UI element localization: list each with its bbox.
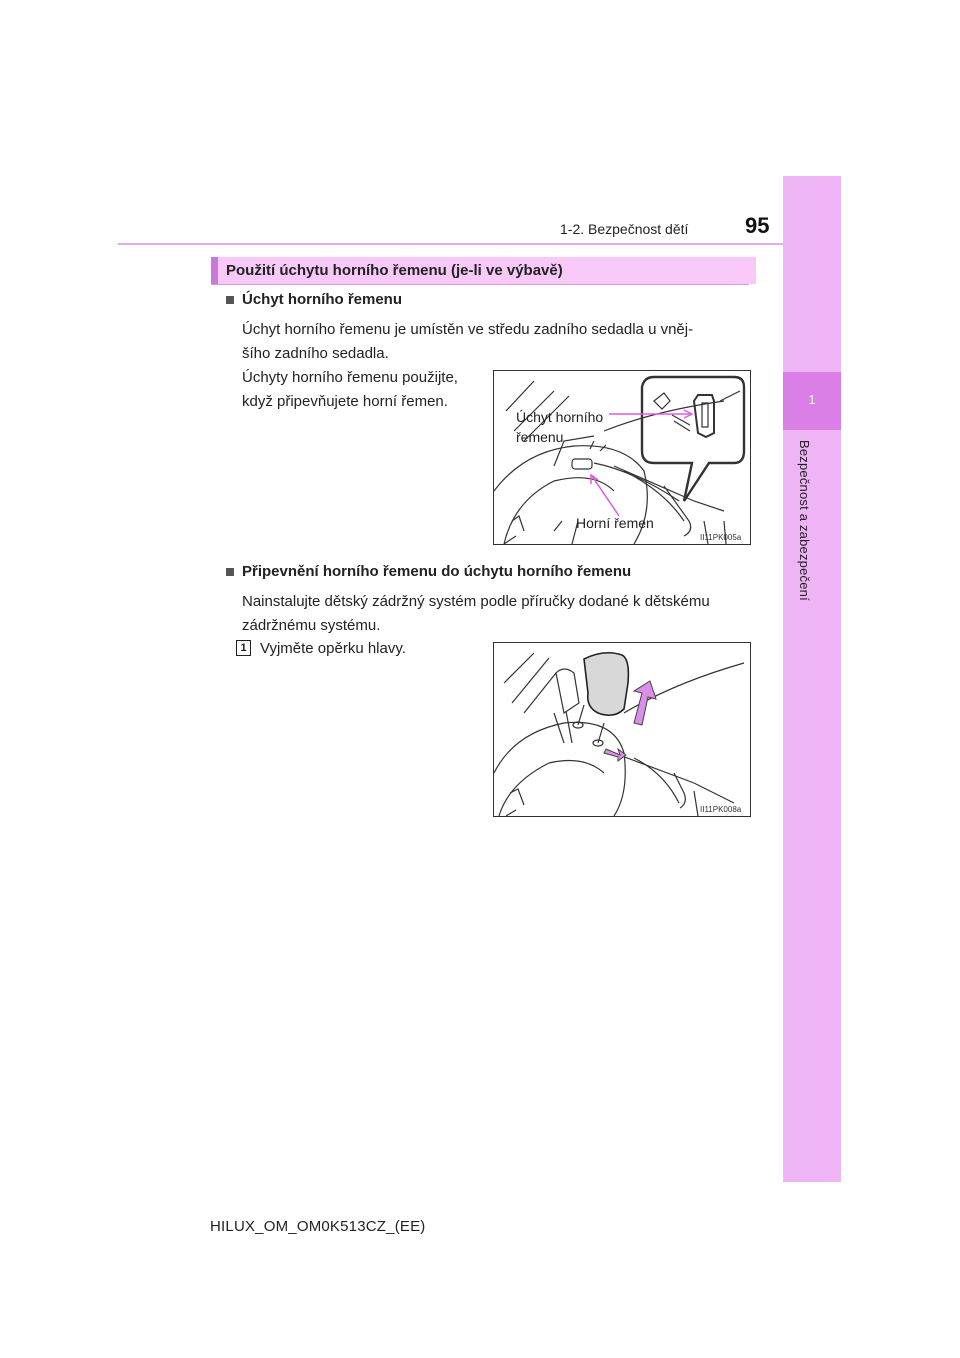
subheading-tether-anchor: Úchyt horního řemenu — [242, 291, 403, 308]
figure-code: II11PK005a — [700, 533, 742, 542]
paragraph-line: Úchyty horního řemenu použijte, — [242, 369, 458, 386]
subheading-attach-strap: Připevnění horního řemenu do úchytu horního řemenu — [242, 563, 632, 580]
step-text: Vyjměte opěrku hlavy. — [260, 640, 406, 657]
paragraph-line: zádržnému systému. — [242, 617, 381, 634]
figure-code: II11PK008a — [700, 805, 742, 814]
headrest-illustration — [494, 643, 750, 816]
paragraph-line: Nainstalujte dětský zádržný systém podle příručky dodané k dětskému — [242, 593, 710, 610]
step-number-box: 1 — [236, 640, 251, 656]
paragraph-line: šího zadního sedadla. — [242, 345, 389, 362]
section-title: Použití úchytu horního řemenu (je-li ve výbavě) — [226, 262, 563, 279]
bullet-square-icon — [226, 296, 234, 304]
header-divider — [118, 243, 783, 245]
chapter-number: 1 — [808, 392, 816, 407]
callout-anchor-label: Úchyt horního — [516, 409, 604, 425]
document-code-footer: HILUX_OM_OM0K513CZ_(EE) — [210, 1218, 426, 1235]
section-title-underline — [211, 284, 749, 285]
page-number: 95 — [745, 213, 770, 238]
paragraph-line: Úchyt horního řemenu je umístěn ve středu zadního sedadla u vněj- — [242, 321, 694, 338]
callout-anchor-label: řemenu — [516, 429, 564, 445]
callout-strap-label: Horní řemen — [576, 515, 654, 531]
bullet-square-icon — [226, 568, 234, 576]
figure-tether-anchor — [493, 370, 751, 545]
paragraph-line: když připevňujete horní řemen. — [242, 393, 448, 410]
chapter-title: Bezpečnost a zabezpečení — [797, 440, 812, 601]
figure-remove-headrest — [493, 642, 751, 817]
section-label: 1-2. Bezpečnost dětí — [560, 221, 689, 237]
chapter-side-tab — [783, 176, 841, 1182]
